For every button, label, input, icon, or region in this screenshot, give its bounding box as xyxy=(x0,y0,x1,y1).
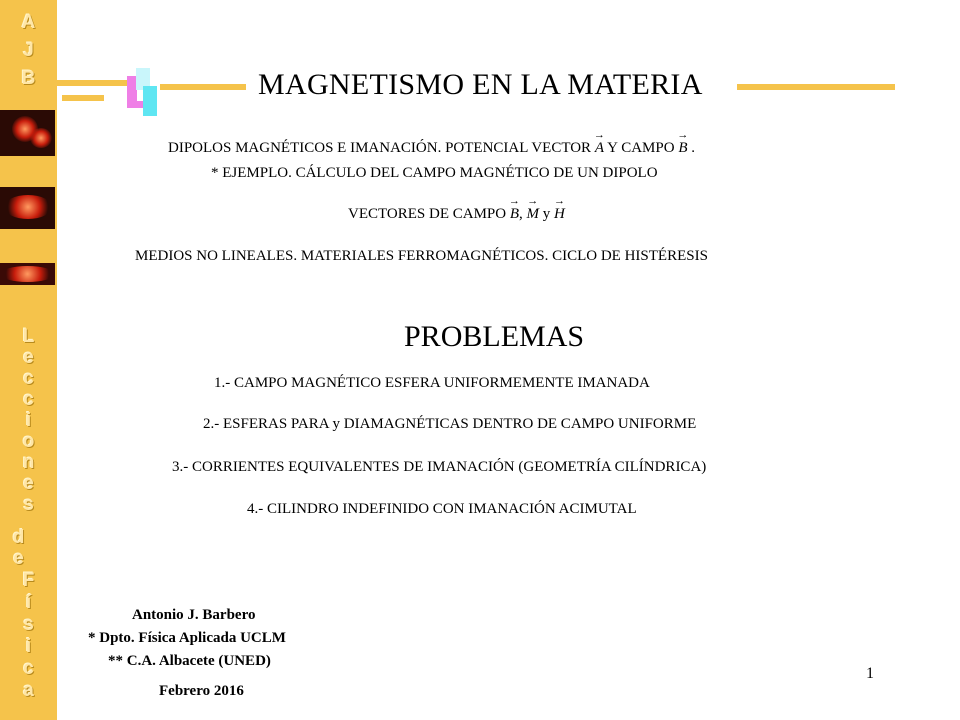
sidebar-letter: c xyxy=(23,658,34,679)
sidebar-letter: c xyxy=(23,389,34,410)
sidebar-letter: a xyxy=(23,680,34,701)
sidebar-photo-3 xyxy=(0,263,55,285)
sidebar-letter: A xyxy=(21,12,36,33)
sidebar-letter: e xyxy=(23,473,34,494)
topic-text: DIPOLOS MAGNÉTICOS E IMANACIÓN. POTENCIAL VECTOR xyxy=(168,140,595,156)
vector-b: → B xyxy=(678,138,687,157)
sidebar-photo-2 xyxy=(0,187,55,229)
sidebar-photo-1 xyxy=(0,110,55,156)
vector-a: → A xyxy=(595,138,604,157)
page-number: 1 xyxy=(866,665,874,682)
problem-item: 1.- CAMPO MAGNÉTICO ESFERA UNIFORMEMENTE IMANADA xyxy=(214,375,650,391)
header-line-right xyxy=(737,84,895,90)
sidebar-letter: i xyxy=(25,410,32,431)
topic-text: . xyxy=(687,140,695,156)
problems-heading: PROBLEMAS xyxy=(404,320,585,353)
author-dept: * Dpto. Física Aplicada UCLM xyxy=(88,630,286,646)
sidebar-letter: s xyxy=(23,494,34,515)
page-title: MAGNETISMO EN LA MATERIA xyxy=(258,68,703,101)
sidebar-letter: F xyxy=(22,570,35,591)
header-line-left-bottom xyxy=(62,95,104,101)
topic-ejemplo: * EJEMPLO. CÁLCULO DEL CAMPO MAGNÉTICO DE UN DIPOLO xyxy=(211,165,658,181)
problem-item: 3.- CORRIENTES EQUIVALENTES DE IMANACIÓN (GEOMETRÍA CILÍNDRICA) xyxy=(172,459,707,475)
sidebar-letter: c xyxy=(23,368,34,389)
sidebar-letter: i xyxy=(25,636,32,657)
sidebar-letter: B xyxy=(21,68,36,89)
problem-item: 4.- CILINDRO INDEFINIDO CON IMANACIÓN ACIMUTAL xyxy=(247,501,637,517)
topic-text: , xyxy=(519,206,527,222)
author-date: Febrero 2016 xyxy=(159,683,244,699)
vector-m: → M xyxy=(527,204,540,223)
sidebar-letter: e xyxy=(23,347,34,368)
header-line-mid xyxy=(160,84,246,90)
vector-h: → H xyxy=(554,204,565,223)
sidebar xyxy=(0,0,57,720)
problem-item: 2.- ESFERAS PARA y DIAMAGNÉTICAS DENTRO DE CAMPO UNIFORME xyxy=(203,416,697,432)
sidebar-letter: d xyxy=(12,527,25,548)
topic-medios: MEDIOS NO LINEALES. MATERIALES FERROMAGNÉTICOS. CICLO DE HISTÉRESIS xyxy=(135,248,708,264)
vector-b: → B xyxy=(510,204,519,223)
author-center: ** C.A. Albacete (UNED) xyxy=(108,653,271,669)
sidebar-letter: s xyxy=(23,614,34,635)
sidebar-letter: J xyxy=(23,40,34,61)
sidebar-letter: í xyxy=(25,592,32,613)
author-name: Antonio J. Barbero xyxy=(132,607,256,623)
cyan-block xyxy=(143,86,157,116)
topic-text: y xyxy=(539,206,555,222)
topic-text: VECTORES DE CAMPO xyxy=(348,206,510,222)
sidebar-letter: e xyxy=(13,548,24,569)
topic-text: Y CAMPO xyxy=(603,140,679,156)
header-line-left-top xyxy=(57,80,129,86)
sidebar-letter: n xyxy=(22,452,35,473)
sidebar-letter: o xyxy=(22,431,35,452)
topic-vectores xyxy=(348,204,565,223)
sidebar-letter: L xyxy=(22,326,35,347)
topic-dipolos xyxy=(168,138,695,157)
